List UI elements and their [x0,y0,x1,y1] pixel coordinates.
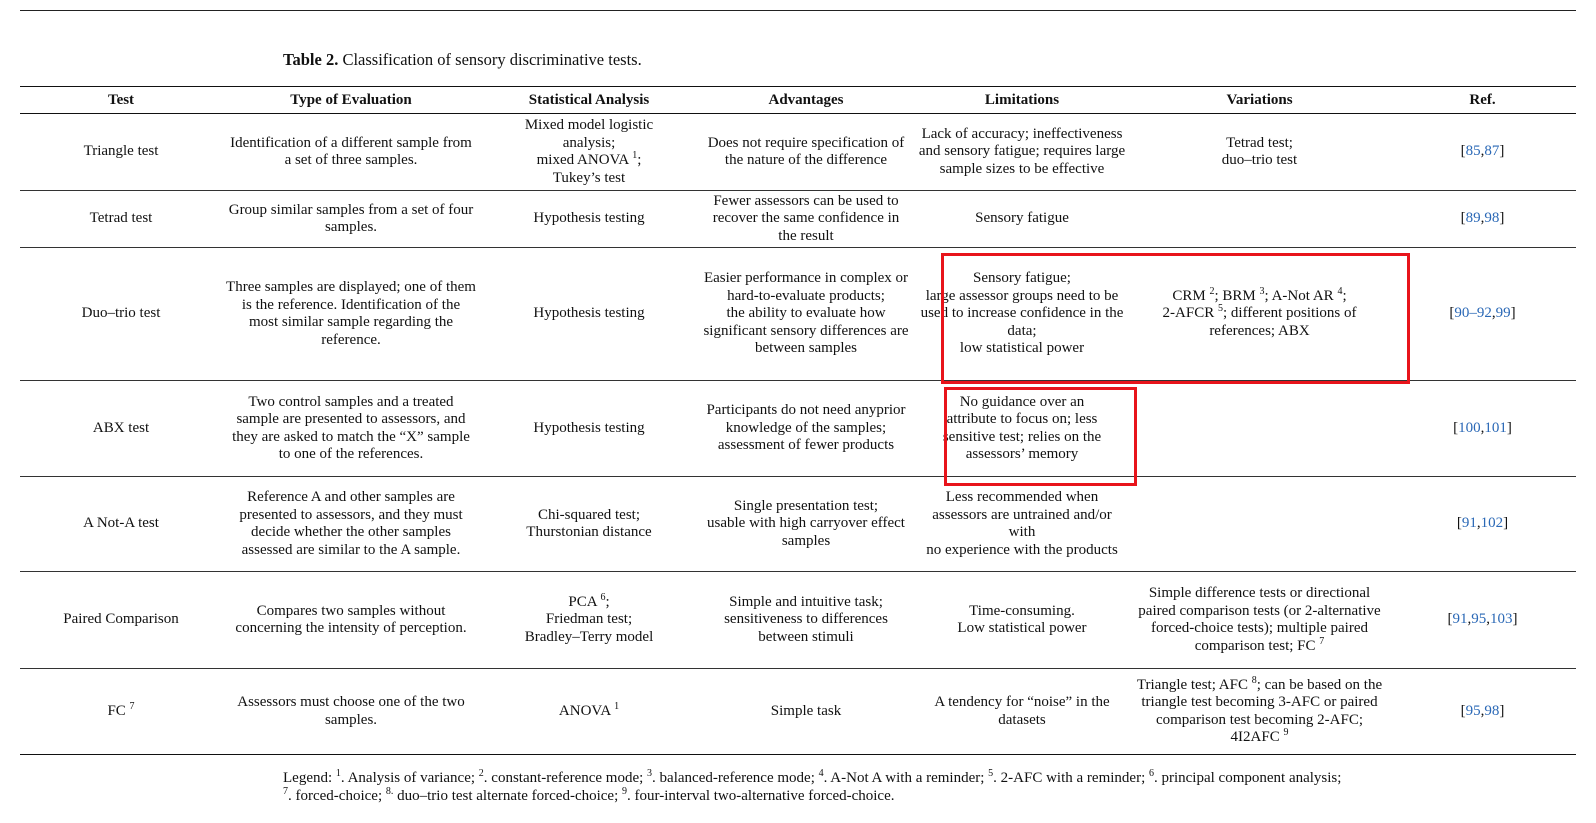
highlight-box-duo-trio [941,253,1410,384]
cell-test: Triangle test [20,114,222,191]
cell-test: Duo–trio test [20,248,222,381]
cell-variations [1130,191,1389,248]
cell-limitations: Time-consuming. Low statistical power [914,572,1130,669]
cell-advantages: Participants do not need anyprior knowledge of the samples; assessment of fewer products [698,381,914,477]
cell-limitations: A tendency for “noise” in the datasets [914,669,1130,755]
cell-advantages: Simple task [698,669,914,755]
table-caption-text: Classification of sensory discriminative tests. [342,50,642,69]
cell-limitations: Sensory fatigue [914,191,1130,248]
header-limitations: Limitations [914,87,1130,114]
cell-variations: CRM $^2$; BRM $^3$; A-Not AR $^4$; 2-AFCR $^5$; different positions of references; ABX [1130,248,1389,381]
cell-evaluation: Two control samples and a treated sample are presented to assessors, and they are asked to match the “X” sample to one of the references. [222,381,480,477]
table-legend [283,769,1583,805]
highlight-box-abx [944,387,1137,486]
top-rule [20,10,1576,11]
cell-ref: [91,95,103] [1389,572,1576,669]
ref-link[interactable]: 85 [1465,143,1481,160]
table-row [20,114,1576,191]
table-row [20,477,1576,572]
cell-advantages: Simple and intuitive task; sensitiveness to differences between stimuli [698,572,914,669]
cell-test: A Not-A test [20,477,222,572]
ref-link[interactable]: 102 [1480,515,1504,532]
cell-ref: [89,98] [1389,191,1576,248]
ref-link[interactable]: 103 [1490,611,1513,628]
cell-analysis: PCA $^6$; Friedman test; Bradley–Terry model [480,572,698,669]
header-variations: Variations [1130,87,1389,114]
header-type-of-evaluation: Type of Evaluation [222,87,480,114]
cell-evaluation: Assessors must choose one of the two samples. [222,669,480,755]
cell-ref: [91,102] [1389,477,1576,572]
cell-analysis: Hypothesis testing [480,381,698,477]
cell-advantages: Does not require specification of the nature of the difference [698,114,914,191]
ref-link[interactable]: 89 [1465,210,1481,227]
legend-line-1: Legend: $^1$. Analysis of variance; $^2$. constant-reference mode; $^3$. balanced-reference mode; $^4$. A-Not A with a reminder; $^5$. 2-AFC with a reminder; $^6$. principal component analysis; [283,768,1342,786]
ref-link[interactable]: 99 [1495,305,1511,322]
table-row [20,572,1576,669]
cell-evaluation: Group similar samples from a set of four samples. [222,191,480,248]
cell-analysis: Chi-squared test; Thurstonian distance [480,477,698,572]
header-row [20,87,1576,114]
cell-limitations: No guidance over an attribute to focus on; less sensitive test; relies on the assessors’ memory [914,381,1130,477]
cell-limitations: Lack of accuracy; ineffectiveness and sensory fatigue; requires large sample sizes to be effective [914,114,1130,191]
header-statistical-analysis: Statistical Analysis [480,87,698,114]
table-row [20,381,1576,477]
cell-analysis: ANOVA $^1$ [480,669,698,755]
cell-ref: [100,101] [1389,381,1576,477]
legend-line-2: $^7$. forced-choice; $^{8.}$ duo–trio test alternate forced-choice; $^9$. four-interval two-alternative forced-choice. [283,786,895,804]
cell-ref: [85,87] [1389,114,1576,191]
cell-test: Tetrad test [20,191,222,248]
cell-limitations: Sensory fatigue; large assessor groups need to be used to increase confidence in the data; low statistical power [914,248,1130,381]
ref-link[interactable]: 95 [1471,611,1487,628]
cell-evaluation: Reference A and other samples are presented to assessors, and they must decide whether the other samples assessed are similar to the A sample. [222,477,480,572]
classification-table [20,86,1576,755]
ref-link[interactable]: 91 [1461,515,1477,532]
cell-advantages: Single presentation test; usable with high carryover effect samples [698,477,914,572]
ref-link[interactable]: 98 [1484,210,1500,227]
ref-link[interactable]: 91 [1452,611,1468,628]
cell-variations: Simple difference tests or directional paired comparison tests (or 2-alternative forced-choice tests); multiple paired comparison test; FC $^7$ [1130,572,1389,669]
cell-ref: [95,98] [1389,669,1576,755]
cell-test: ABX test [20,381,222,477]
cell-variations: Triangle test; AFC $^8$; can be based on the triangle test becoming 3-AFC or paired comparison test becoming 2-AFC; 4I2AFC $^9$ [1130,669,1389,755]
cell-limitations: Less recommended when assessors are untrained and/or with no experience with the products [914,477,1130,572]
cell-test: FC $^7$ [20,669,222,755]
table-row [20,191,1576,248]
ref-link[interactable]: 95 [1465,702,1481,719]
cell-analysis: Hypothesis testing [480,191,698,248]
ref-link[interactable]: 100 [1458,419,1481,436]
ref-link[interactable]: 92 [1476,305,1492,322]
cell-advantages: Easier performance in complex or hard-to-evaluate products; the ability to evaluate how significant sensory differences are between samples [698,248,914,381]
table-caption-label: Table 2. [283,50,339,69]
header-test: Test [20,87,222,114]
cell-variations: Tetrad test; duo–trio test [1130,114,1389,191]
header-advantages: Advantages [698,87,914,114]
cell-analysis: Hypothesis testing [480,248,698,381]
cell-analysis: Mixed model logistic analysis; mixed ANOVA $^1$; Tukey’s test [480,114,698,191]
cell-advantages: Fewer assessors can be used to recover the same confidence in the result [698,191,914,248]
ref-link[interactable]: 101 [1484,419,1507,436]
ref-link[interactable]: 87 [1484,143,1500,160]
header-ref: Ref. [1389,87,1576,114]
cell-evaluation: Compares two samples without concerning the intensity of perception. [222,572,480,669]
cell-ref: [90–92,99] [1389,248,1576,381]
ref-link[interactable]: 90 [1454,305,1470,322]
table-caption [283,50,642,70]
cell-variations [1130,381,1389,477]
cell-evaluation: Identification of a different sample from a set of three samples. [222,114,480,191]
cell-evaluation: Three samples are displayed; one of them is the reference. Identification of the most similar sample regarding the reference. [222,248,480,381]
table-row [20,669,1576,755]
cell-variations [1130,477,1389,572]
cell-test: Paired Comparison [20,572,222,669]
ref-link[interactable]: 98 [1484,702,1500,719]
